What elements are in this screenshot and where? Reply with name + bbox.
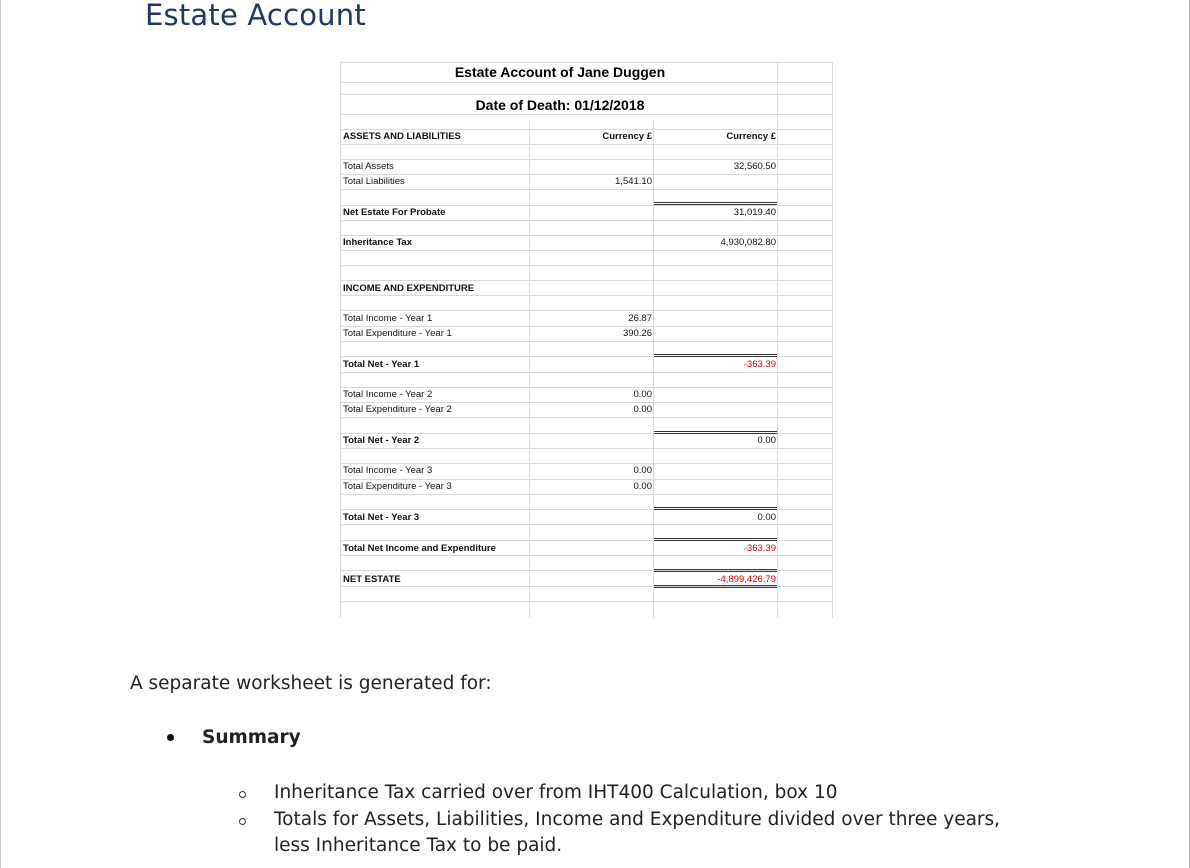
- net-y2-label: Total Net - Year 2: [343, 435, 420, 446]
- expenditure-y2-label: Total Expenditure - Year 2: [343, 404, 452, 415]
- double-underline: [654, 431, 777, 434]
- grid-hline: [340, 448, 833, 449]
- grid-hline: [340, 82, 833, 83]
- grid-vline: [529, 122, 530, 618]
- income-y2-value: 0.00: [633, 389, 652, 400]
- net-estate-label: NET ESTATE: [343, 574, 401, 585]
- double-underline: [654, 585, 777, 588]
- expenditure-y1-label: Total Expenditure - Year 1: [343, 328, 452, 339]
- net-y3-value: 0.00: [757, 512, 776, 523]
- sheet-title: Estate Account of Jane Duggen: [454, 64, 666, 80]
- grid-hline: [340, 463, 833, 464]
- expenditure-y2-value: 0.00: [633, 404, 652, 415]
- grid-hline: [340, 235, 833, 236]
- total-liabilities-label: Total Liabilities: [343, 176, 405, 187]
- col1-header: Currency £: [602, 131, 652, 142]
- document-heading: Estate Account: [145, 0, 366, 32]
- expenditure-y3-label: Total Expenditure - Year 3: [343, 481, 452, 492]
- bullet-dot: [167, 734, 174, 741]
- grid-hline: [340, 295, 833, 296]
- net-estate-probate-label: Net Estate For Probate: [343, 207, 446, 218]
- grid-hline: [340, 417, 833, 418]
- double-underline: [654, 569, 777, 572]
- page-border-left: [0, 0, 1, 868]
- grid-hline: [340, 220, 833, 221]
- net-y1-label: Total Net - Year 1: [343, 359, 420, 370]
- total-assets-label: Total Assets: [343, 161, 394, 172]
- grid-hline: [340, 189, 833, 190]
- net-estate-probate-value: 31,019.40: [733, 207, 776, 218]
- total-assets-value: 32,560.50: [733, 161, 776, 172]
- grid-hline: [340, 250, 833, 251]
- grid-hline: [340, 94, 833, 95]
- total-liabilities-value: 1,541.10: [615, 176, 652, 187]
- inheritance-tax-value: 4,930,082.80: [720, 237, 776, 248]
- grid-hline: [340, 372, 833, 373]
- income-y3-value: 0.00: [633, 465, 652, 476]
- section-income-expenditure: INCOME AND EXPENDITURE: [343, 283, 475, 294]
- grid-vline: [832, 62, 833, 618]
- grid-hline: [340, 479, 833, 480]
- double-underline: [654, 538, 777, 541]
- section-assets-liabilities: ASSETS AND LIABILITIES: [343, 131, 461, 142]
- grid-hline: [340, 310, 833, 311]
- grid-hline: [340, 402, 833, 403]
- expenditure-y1-value: 390.26: [622, 328, 652, 339]
- sheet-subtitle: Date of Death: 01/12/2018: [475, 97, 645, 113]
- grid-hline: [340, 280, 833, 281]
- net-y1-value: -363.39: [743, 359, 776, 370]
- double-underline: [654, 507, 777, 510]
- total-net-ie-label: Total Net Income and Expenditure: [343, 543, 496, 554]
- sub-bullet-circle: [239, 791, 246, 798]
- grid-hline: [340, 265, 833, 266]
- grid-hline: [340, 326, 833, 327]
- income-y1-label: Total Income - Year 1: [343, 313, 433, 324]
- income-y2-label: Total Income - Year 2: [343, 389, 433, 400]
- net-estate-value: -4,899,426.79: [717, 574, 776, 585]
- double-underline: [654, 202, 777, 205]
- estate-account-spreadsheet: [340, 62, 833, 618]
- inheritance-tax-label: Inheritance Tax: [343, 237, 412, 248]
- bullet-summary: Summary: [202, 727, 301, 748]
- grid-hline: [340, 62, 833, 63]
- grid-hline: [340, 341, 833, 342]
- net-y3-label: Total Net - Year 3: [343, 512, 420, 523]
- grid-hline: [340, 387, 833, 388]
- grid-hline: [340, 159, 833, 160]
- double-underline: [654, 354, 777, 357]
- grid-hline: [340, 129, 833, 130]
- grid-hline: [340, 524, 833, 525]
- grid-hline: [340, 601, 833, 602]
- grid-vline: [777, 62, 778, 618]
- grid-hline: [340, 555, 833, 556]
- sub-item-inheritance-tax: Inheritance Tax carried over from IHT400 Calculation, box 10: [274, 782, 838, 803]
- grid-hline: [340, 144, 833, 145]
- grid-hline: [340, 174, 833, 175]
- expenditure-y3-value: 0.00: [633, 481, 652, 492]
- net-y2-value: 0.00: [757, 435, 776, 446]
- worksheet-paragraph: A separate worksheet is generated for:: [130, 673, 492, 694]
- sub-item-totals: Totals for Assets, Liabilities, Income and Expenditure divided over three years, less Inheritance Tax to be paid.: [274, 809, 1001, 856]
- grid-hline: [340, 205, 833, 206]
- grid-vline: [340, 62, 341, 618]
- total-net-ie-value: -363.39: [743, 543, 776, 554]
- income-y3-label: Total Income - Year 3: [343, 465, 433, 476]
- sub-bullet-circle: [239, 818, 246, 825]
- income-y1-value: 26.87: [628, 313, 652, 324]
- grid-hline: [340, 494, 833, 495]
- col2-header: Currency £: [726, 131, 776, 142]
- grid-hline: [340, 114, 833, 115]
